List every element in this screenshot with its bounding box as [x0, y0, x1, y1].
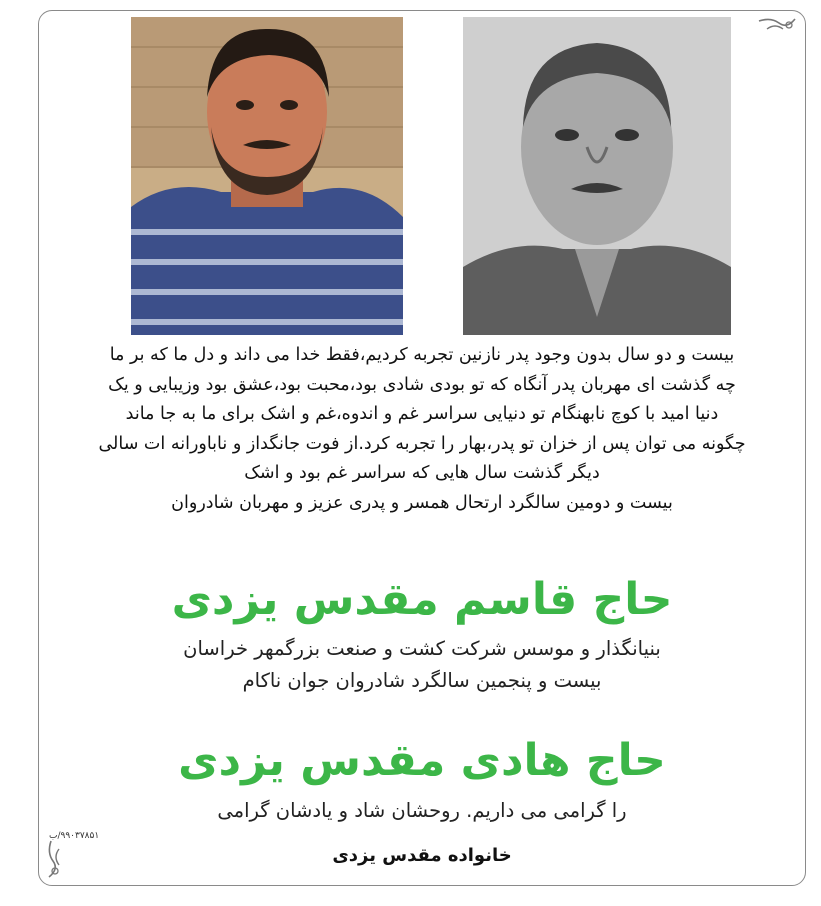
paragraph-line: دنیا امید با کوچ نابهنگام تو دنیایی سراسر غم و اندوه،غم و اشک برای ما به جا ماند [125, 404, 719, 424]
deceased-name-father: حاج قاسم مقدس یزدی [171, 574, 673, 625]
corner-ornament-icon [757, 15, 797, 41]
paragraph-line: دیگر گذشت سال هایی که سراسر غم بود و اشک [244, 463, 600, 483]
father-description [39, 633, 805, 697]
obituary-card [38, 10, 806, 886]
description-line: بنیانگذار و موسس شرکت کشت و صنعت بزرگمهر خراسان [183, 637, 661, 660]
paragraph-line: چگونه می توان پس از خزان تو پدر،بهار را تجربه کرد.از فوت جانگداز و ناباورانه ات سالی [98, 433, 746, 454]
paragraph-line: بیست و دو سال بدون وجود پدر نازنین تجربه کردیم،فقط خدا می داند و دل ما که بر ما [109, 345, 735, 365]
portrait-elderly-man [463, 17, 731, 335]
paragraph-line: بیست و دومین سالگرد ارتحال همسر و پدری عزیز و مهربان شادروان [171, 492, 673, 513]
remembrance-line: را گرامی می داریم. روحشان شاد و یادشان گرامی [217, 799, 627, 822]
description-line: بیست و پنجمین سالگرد شادروان جوان ناکام [242, 669, 602, 692]
ad-code: ۹۹۰۳۷۸۵۱/ب [49, 831, 100, 841]
paragraph-line: چه گذشت ای مهربان پدر آنگاه که تو بودی شادی بود،محبت بود،عشق بود وزیبایی و یک [108, 374, 736, 395]
portrait-young-man [131, 17, 403, 335]
family-signature: خانواده مقدس یزدی [332, 845, 512, 866]
deceased-name-son: حاج هادی مقدس یزدی [178, 735, 666, 786]
corner-ornament-icon [45, 839, 71, 879]
memorial-paragraph [49, 341, 795, 518]
